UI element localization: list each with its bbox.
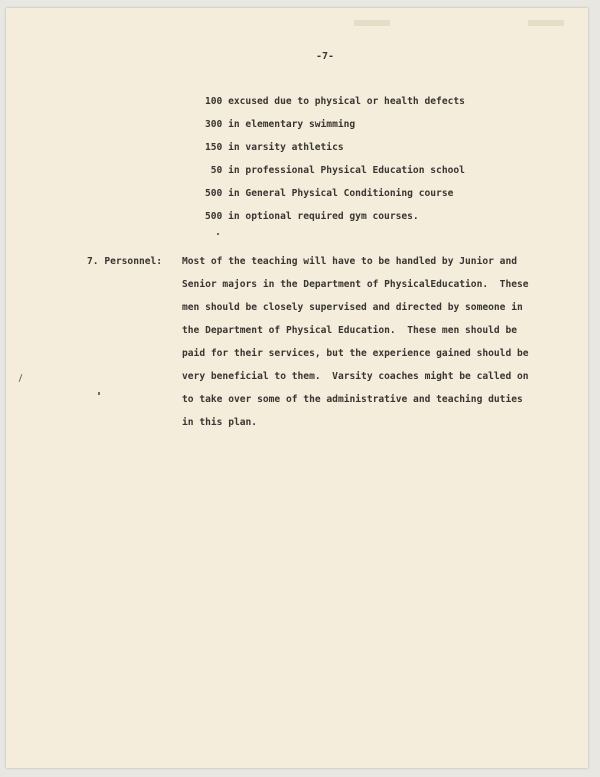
bleed-through-mark — [354, 20, 390, 26]
participant-line: 500 in General Physical Conditioning course — [205, 188, 454, 199]
section-heading: 7. Personnel: — [87, 256, 163, 267]
participant-line: 300 in elementary swimming — [205, 119, 356, 130]
body-line: Senior majors in the Department of PhysicalEducation. These — [182, 279, 529, 290]
body-line: Most of the teaching will have to be handled by Junior and — [182, 256, 518, 267]
participant-line: 100 excused due to physical or health defects — [205, 96, 465, 107]
ink-speck — [98, 392, 100, 395]
participant-line: 150 in varsity athletics — [205, 142, 344, 153]
body-line: paid for their services, but the experience gained should be — [182, 348, 529, 359]
body-line: very beneficial to them. Varsity coaches might be called on — [182, 371, 529, 382]
ink-speck — [217, 233, 219, 235]
body-line: the Department of Physical Education. These men should be — [182, 325, 518, 336]
body-line: in this plan. — [182, 417, 258, 428]
document-page — [6, 8, 588, 768]
participant-line: 50 in professional Physical Education school — [205, 165, 465, 176]
page-number: -7- — [316, 51, 335, 62]
body-line: men should be closely supervised and directed by someone in — [182, 302, 523, 313]
body-line: to take over some of the administrative and teaching duties — [182, 394, 523, 405]
ink-speck — [19, 374, 23, 382]
bleed-through-mark — [528, 20, 564, 26]
participant-line: 500 in optional required gym courses. — [205, 211, 419, 222]
